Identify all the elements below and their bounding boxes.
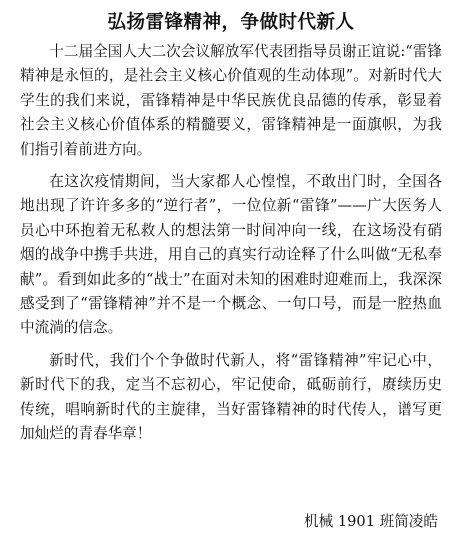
paragraph-3: 新时代，我们个个争做时代新人，将“雷锋精神”牢记心中，新时代下的我，定当不忘初心，牢记使命，砥砺前行，赓续历史传统，唱响新时代的主旋律，当好雷锋精神的时代传人，谱写更加灿烂的青春华章！ bbox=[20, 351, 442, 443]
paragraph-2: 在这次疫情期间，当大家都人心惶惶，不敢出门时，全国各地出现了许许多多的“逆行者”，一位位新“雷锋”——广大医务人员心中环抱着无私救人的想法第一时间冲向一线，在这场没有硝烟的战争中携手共进，用自己的真实行动诠释了什么叫做“无私奉献”。看到如此多的“战士”在面对未知的困难时迎难而上，我深深感受到了“雷锋精神”并不是一个概念、一句口号，而是一腔热血中流淌的信念。 bbox=[20, 173, 442, 337]
paragraph-1: 十二届全国人大二次会议解放军代表团指导员谢正谊说:“雷锋精神是永恒的，是社会主义核心价值观的生动体现”。对新时代大学生的我们来说，雷锋精神是中华民族优良品德的传承，彰显着社会主义核心价值体系的精髓要义，雷锋精神是一面旗帜，为我们指引着前进方向。 bbox=[20, 43, 442, 158]
document-title: 弘扬雷锋精神，争做时代新人 bbox=[107, 12, 355, 33]
author-signature: 机械 1901 班简凌皓 bbox=[304, 513, 438, 530]
